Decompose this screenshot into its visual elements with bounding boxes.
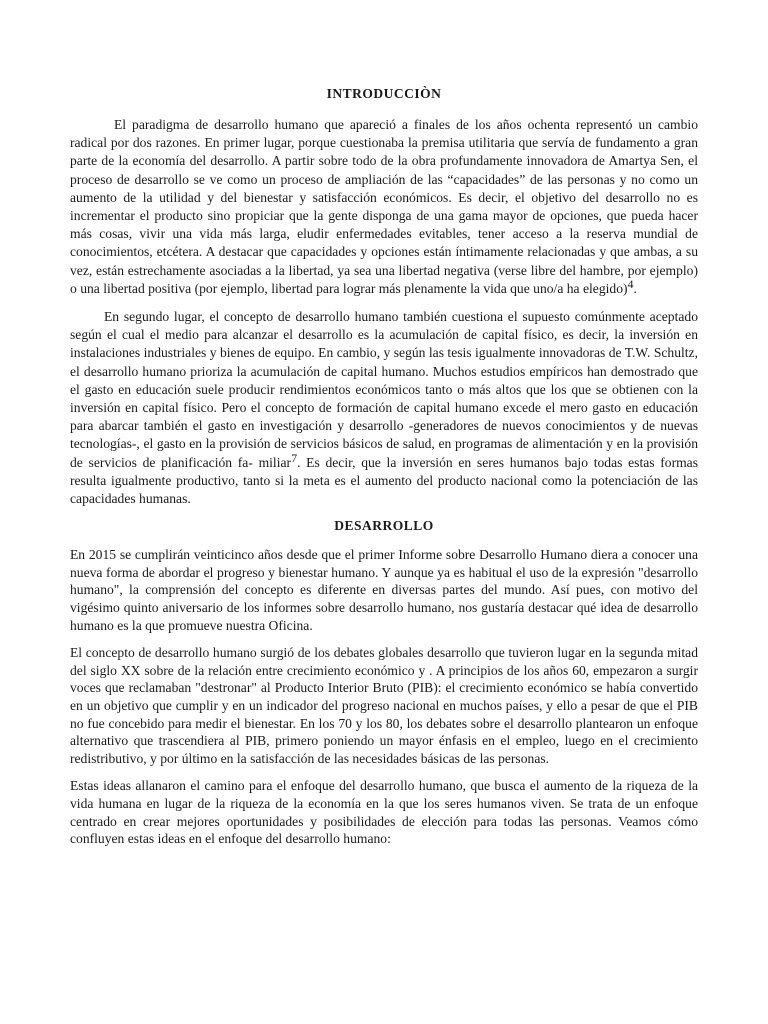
intro-paragraph-2-text: En segundo lugar, el concepto de desarrollo humano también cuestiona el supuesto comúnmente aceptado según el cual el medio para alcanzar el desarrollo es la acumulación de capital físico, es decir, la inversión en instalaciones industriales y bienes de equipo. En cambio, y según las tesis igualmente innovadoras de T.W. Schultz, el desarrollo humano prioriza la acumulación de capital humano. Muchos estudios empíricos han demostrado que el gasto en educación suele producir rendimientos económicos tanto o más altos que los que se obtienen con la inversión en capital físico. Pero el concepto de formación de capital humano excede el mero gasto en educación para abarcar también el gasto en investigación y desarrollo -generadores de nuevos conocimientos y de nuevas tecnologías-, el gasto en la provisión de servicios básicos de salud, en programas de alimentación y en la provisión de servicios de planificación fa- miliar bbox=[70, 309, 698, 470]
intro-heading: INTRODUCCIÒN bbox=[326, 86, 442, 101]
intro-paragraph-1 bbox=[70, 116, 698, 298]
intro-paragraph-1-end: . bbox=[633, 280, 637, 296]
desarrollo-section bbox=[70, 518, 698, 848]
desarrollo-paragraph-3: Estas ideas allanaron el camino para el enfoque del desarrollo humano, que busca el aumento de la riqueza de la vida humana en lugar de la riqueza de la economía en la que los seres humanos viven. Se trata de un enfoque centrado en crear mejores oportunidades y posibilidades de elección para todas las personas. Veamos cómo confluyen estas ideas en el enfoque del desarrollo humano: bbox=[70, 778, 698, 847]
desarrollo-paragraph-1: En 2015 se cumplirán veinticinco años desde que el primer Informe sobre Desarrollo Humano diera a conocer una nueva forma de abordar el progreso y bienestar humano. Y aunque ya es habitual el uso de la expresión "desarrollo humano", la comprensión del concepto es diferente en diversas partes del mundo. Así pues, con motivo del vigésimo quinto aniversario de los informes sobre desarrollo humano, nos gustaría destacar qué idea de desarrollo humano es la que promueve nuestra Oficina. bbox=[70, 547, 698, 633]
intro-paragraph-2-end: . Es decir, que la inversión en seres humanos bajo todas estas formas resulta igualmente productivo, tanto si la meta es el aumento del producto nacional como la potenciación de las capacidades humanas. bbox=[70, 454, 699, 507]
document-page bbox=[70, 86, 698, 858]
intro-paragraph-1-text: El paradigma de desarrollo humano que apareció a finales de los años ochenta representó un cambio radical por dos razones. En primer lugar, porque cuestionaba la premisa utilitaria que servía de fundamento a gran parte de la economía del desarrollo. A partir sobre todo de la obra profundamente innovadora de Amartya Sen, el proceso de desarrollo se ve como un proceso de ampliación de las “capacidades” de las personas y no como un aumento de la utilidad y del bienestar y satisfacción económicos. Es decir, el objetivo del desarrollo no es incrementar el producto sino propiciar que la gente disponga de una gama mayor de opciones, que pueda hacer más cosas, vivir una vida más larga, eludir enfermedades evitables, tener acceso a la reserva mundial de conocimientos, etcétera. A destacar que capacidades y opciones están íntimamente relacionadas y que ambas, a su vez, están estrechamente asociadas a la libertad, ya sea una libertad negativa (verse libre del hambre, por ejemplo) o una libertad positiva (por ejemplo, libertad para lograr más plenamente la vida que uno/a ha elegido) bbox=[70, 117, 698, 296]
footnote-marker-4: 4 bbox=[627, 276, 634, 291]
desarrollo-heading: DESARROLLO bbox=[334, 518, 434, 534]
desarrollo-paragraph-2: El concepto de desarrollo humano surgió de los debates globales desarrollo que tuvieron lugar en la segunda mitad del siglo XX sobre de la relación entre crecimiento económico y . A principios de los años 60, empezaron a surgir voces que reclamaban "destronar" al Producto Interior Bruto (PIB): el crecimiento económico se había convertido en un objetivo que cumplir y en un indicador del progreso nacional en muchos países, y ello a pesar de que el PIB no fue concebido para medir el bienestar. En los 70 y los 80, los debates sobre el desarrollo plantearon un enfoque alternativo que trascendiera al PIB, primero poniendo un mayor énfasis en el empleo, luego en el crecimiento redistributivo, y por último en la satisfacción de las necesidades básicas de las personas. bbox=[70, 645, 698, 766]
intro-paragraph-2 bbox=[70, 308, 698, 508]
footnote-marker-7: 7 bbox=[291, 450, 298, 465]
